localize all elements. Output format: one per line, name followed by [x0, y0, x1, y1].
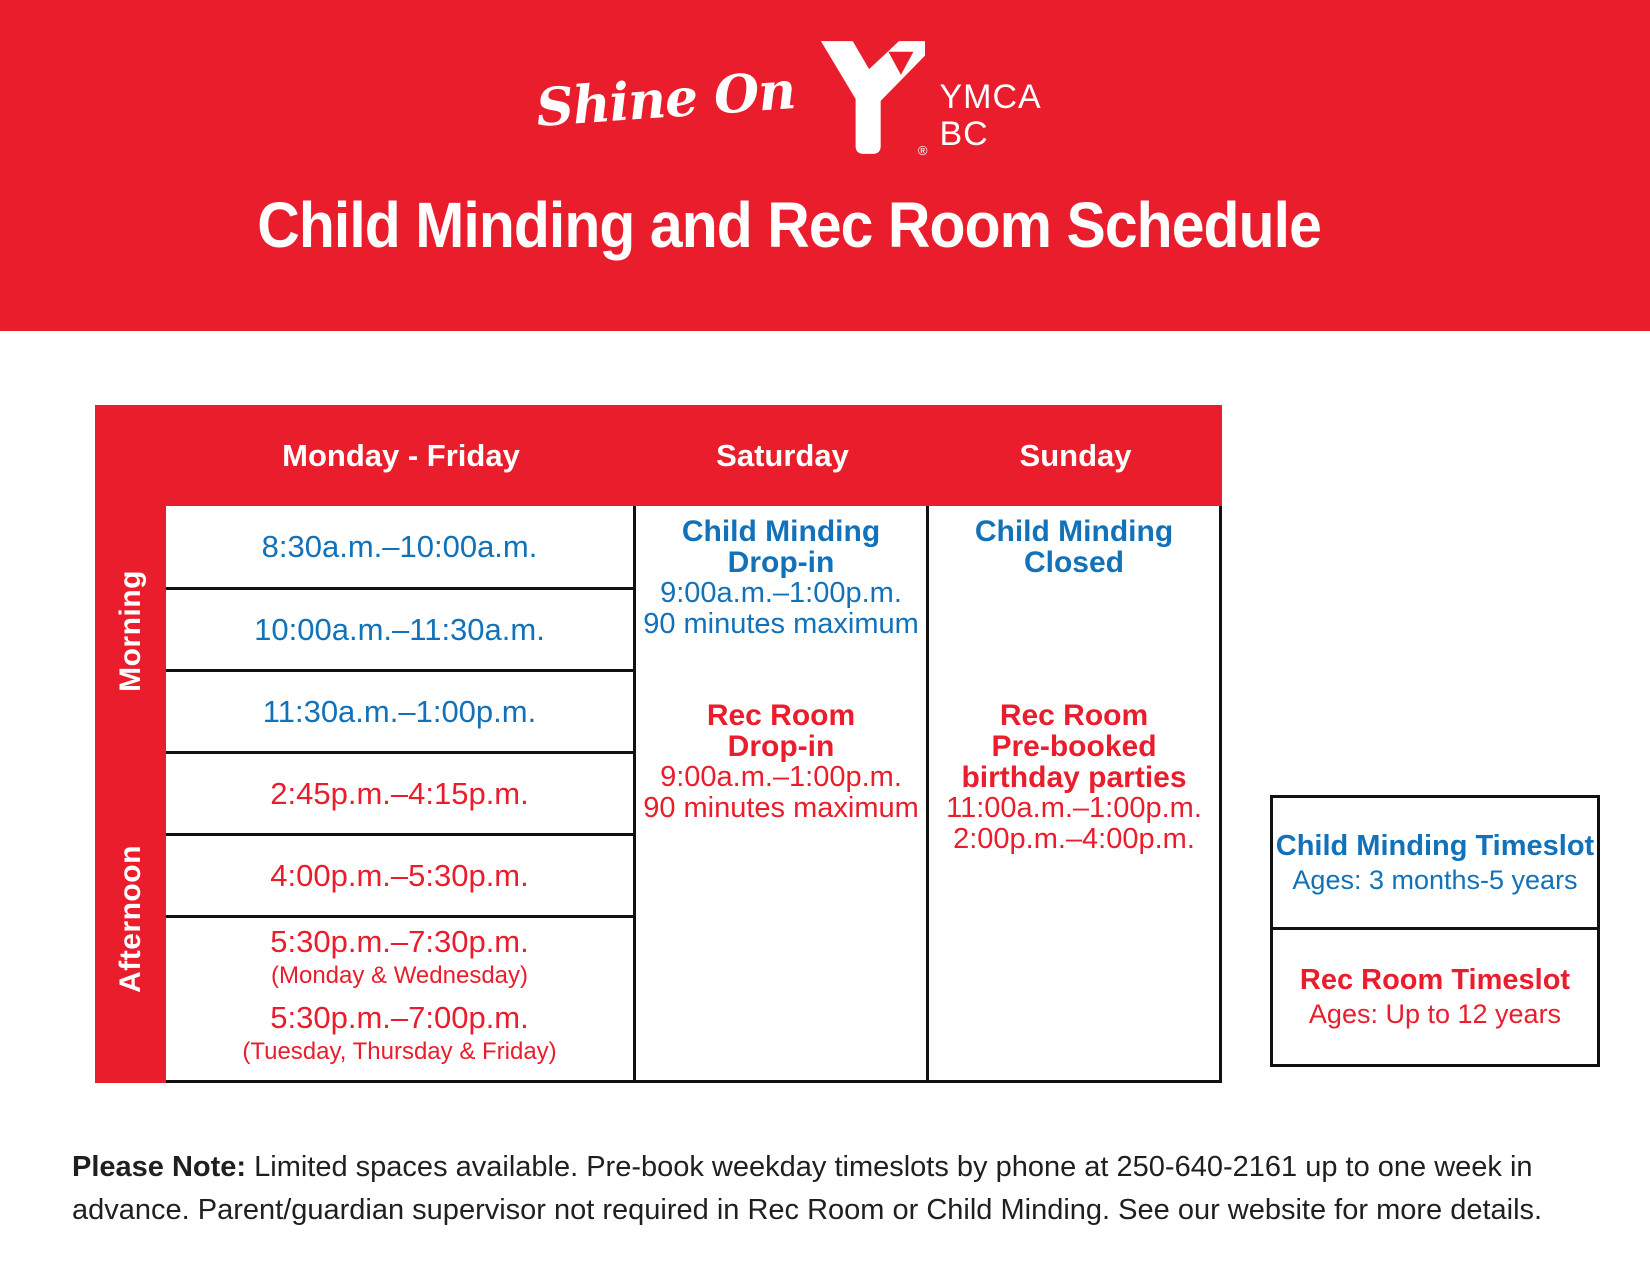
program-subtitle2: birthday parties: [961, 761, 1187, 794]
time-slot-row: [166, 672, 633, 754]
logo-row: [0, 38, 1614, 160]
slot-days: (Tuesday, Thursday & Friday): [242, 1038, 557, 1065]
shine-on-wordmark: Shine On: [534, 59, 798, 139]
ymca-logo-icon: [819, 38, 928, 160]
group-label-afternoon: Afternoon: [113, 845, 147, 993]
slot-time: 2:45p.m.–4:15p.m.: [270, 775, 529, 811]
program-subtitle: Drop-in: [727, 546, 835, 579]
sunday-child-minding: [929, 516, 1219, 578]
slot-time: 4:00p.m.–5:30p.m.: [270, 857, 529, 893]
legend-box: [1270, 795, 1600, 1067]
sunday-rec-room: [929, 700, 1219, 855]
note-line2: advance. Parent/guardian supervisor not required in Rec Room or Child Minding. See our website for more details.: [72, 1194, 1543, 1226]
slot-days: (Monday & Wednesday): [270, 962, 528, 989]
ymca-bc-wordmark: [939, 79, 1041, 154]
footer-note: [72, 1146, 1587, 1232]
page-title: Child Minding and Rec Room Schedule: [257, 189, 1321, 261]
time-slot-row: [166, 590, 633, 672]
slot-time: 5:30p.m.–7:00p.m.: [270, 1000, 529, 1035]
slot-time: 8:30a.m.–10:00a.m.: [261, 528, 538, 564]
program-title: Rec Room: [706, 699, 856, 732]
header-banner: [0, 0, 1650, 331]
time-slot-row: [166, 506, 633, 590]
header-cell-sunday: Sunday: [1019, 437, 1132, 473]
program-time: 9:00a.m.–1:00p.m.: [660, 577, 902, 609]
title-wrap: [0, 188, 1614, 262]
saturday-child-minding: [636, 516, 926, 640]
slot-time: 11:30a.m.–1:00p.m.: [262, 693, 537, 729]
banner-content: [0, 0, 1614, 262]
program-title: Child Minding: [681, 515, 881, 548]
bc-text: BC: [939, 115, 989, 153]
legend-title: Child Minding Timeslot: [1275, 829, 1595, 862]
program-time: 9:00a.m.–1:00p.m.: [660, 761, 902, 793]
registered-mark: ®: [917, 143, 928, 158]
table-header-row: [95, 405, 1222, 506]
header-cell-saturday: Saturday: [716, 437, 849, 473]
weekday-column: [166, 506, 636, 1083]
group-label-morning: Morning: [113, 569, 147, 692]
header-cell-monday-friday: Monday - Friday: [282, 437, 520, 473]
saturday-column: [636, 506, 929, 1083]
legend-child-minding: [1273, 798, 1597, 930]
time-slot-row: [166, 754, 633, 836]
time-slot-row: [166, 836, 633, 918]
ymca-text: YMCA: [939, 77, 1042, 116]
time-group-sidebar: [95, 405, 166, 1083]
program-title: Child Minding: [974, 515, 1174, 548]
slot-time: 5:30p.m.–7:30p.m.: [270, 924, 529, 959]
legend-ages: Ages: 3 months-5 years: [1292, 864, 1578, 895]
program-title: Rec Room: [999, 699, 1149, 732]
note-line1: Limited spaces available. Pre-book weekday timeslots by phone at 250-640-2161 up to one week in: [246, 1151, 1533, 1183]
slot-time: 10:00a.m.–11:30a.m.: [254, 611, 545, 647]
time-slot-row: [166, 918, 633, 1080]
legend-title: Rec Room Timeslot: [1299, 964, 1571, 996]
program-time: 11:00a.m.–1:00p.m.: [946, 792, 1202, 824]
program-note: 90 minutes maximum: [643, 792, 919, 824]
program-subtitle: Drop-in: [727, 730, 835, 763]
y-logo-icon: [819, 38, 925, 160]
program-time2: 2:00p.m.–4:00p.m.: [953, 823, 1195, 855]
note-label: Please Note:: [72, 1151, 247, 1183]
sunday-column: [929, 506, 1222, 1083]
legend-ages: Ages: Up to 12 years: [1308, 999, 1562, 1029]
program-note: 90 minutes maximum: [643, 608, 919, 640]
legend-rec-room: [1273, 930, 1597, 1064]
program-subtitle: Closed: [1023, 546, 1125, 579]
program-subtitle: Pre-booked: [991, 730, 1157, 763]
saturday-rec-room: [636, 700, 926, 824]
